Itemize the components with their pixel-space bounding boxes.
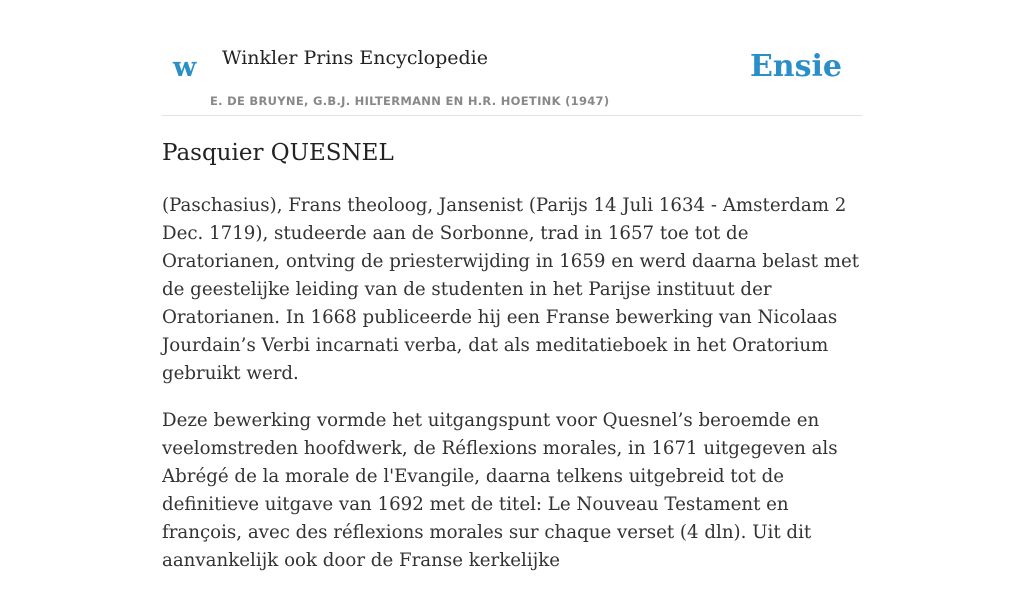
paragraph: (Paschasius), Frans theoloog, Jansenist (Parijs 14 Juli 1634 - Amsterdam 2 Dec. 1719), studeerde aan de Sorbonne, trad in 1657 toe tot de Oratorianen, ontving de priesterwijding in 1659 en werd daarna belast met de geestelijke leiding van de studenten in het Parijse instituut der Oratorianen. In 1668 publiceerde hij een Franse bewerking van Nicolaas Jourdain’s Verbi incarnati verba, dat als meditatieboek in het Oratorium gebruikt werd. — [162, 195, 860, 384]
entry-title: Pasquier QUESNEL — [162, 140, 394, 166]
source-title[interactable]: Winkler Prins Encyclopedie — [222, 47, 488, 69]
entry-content — [162, 192, 862, 594]
paragraph: Deze bewerking vormde het uitgangspunt voor Quesnel’s beroemde en veelomstreden hoofdwerk, de Réflexions morales, in 1671 uitgegeven als Abrégé de la morale de l'Evangile, daarna telkens uitgebreid tot de definitieve uitgave van 1692 met de titel: Le Nouveau Testament en françois, avec des réflexions morales sur chaque verset (4 dln). Uit dit aanvankelijk ook door de Franse kerkelijke — [162, 410, 838, 571]
source-header — [162, 40, 862, 116]
source-authors: E. DE BRUYNE, G.B.J. HILTERMANN EN H.R. HOETINK (1947) — [210, 94, 610, 108]
ensie-logo[interactable]: Ensie — [749, 49, 842, 84]
winkler-prins-logo[interactable]: w — [173, 52, 197, 83]
